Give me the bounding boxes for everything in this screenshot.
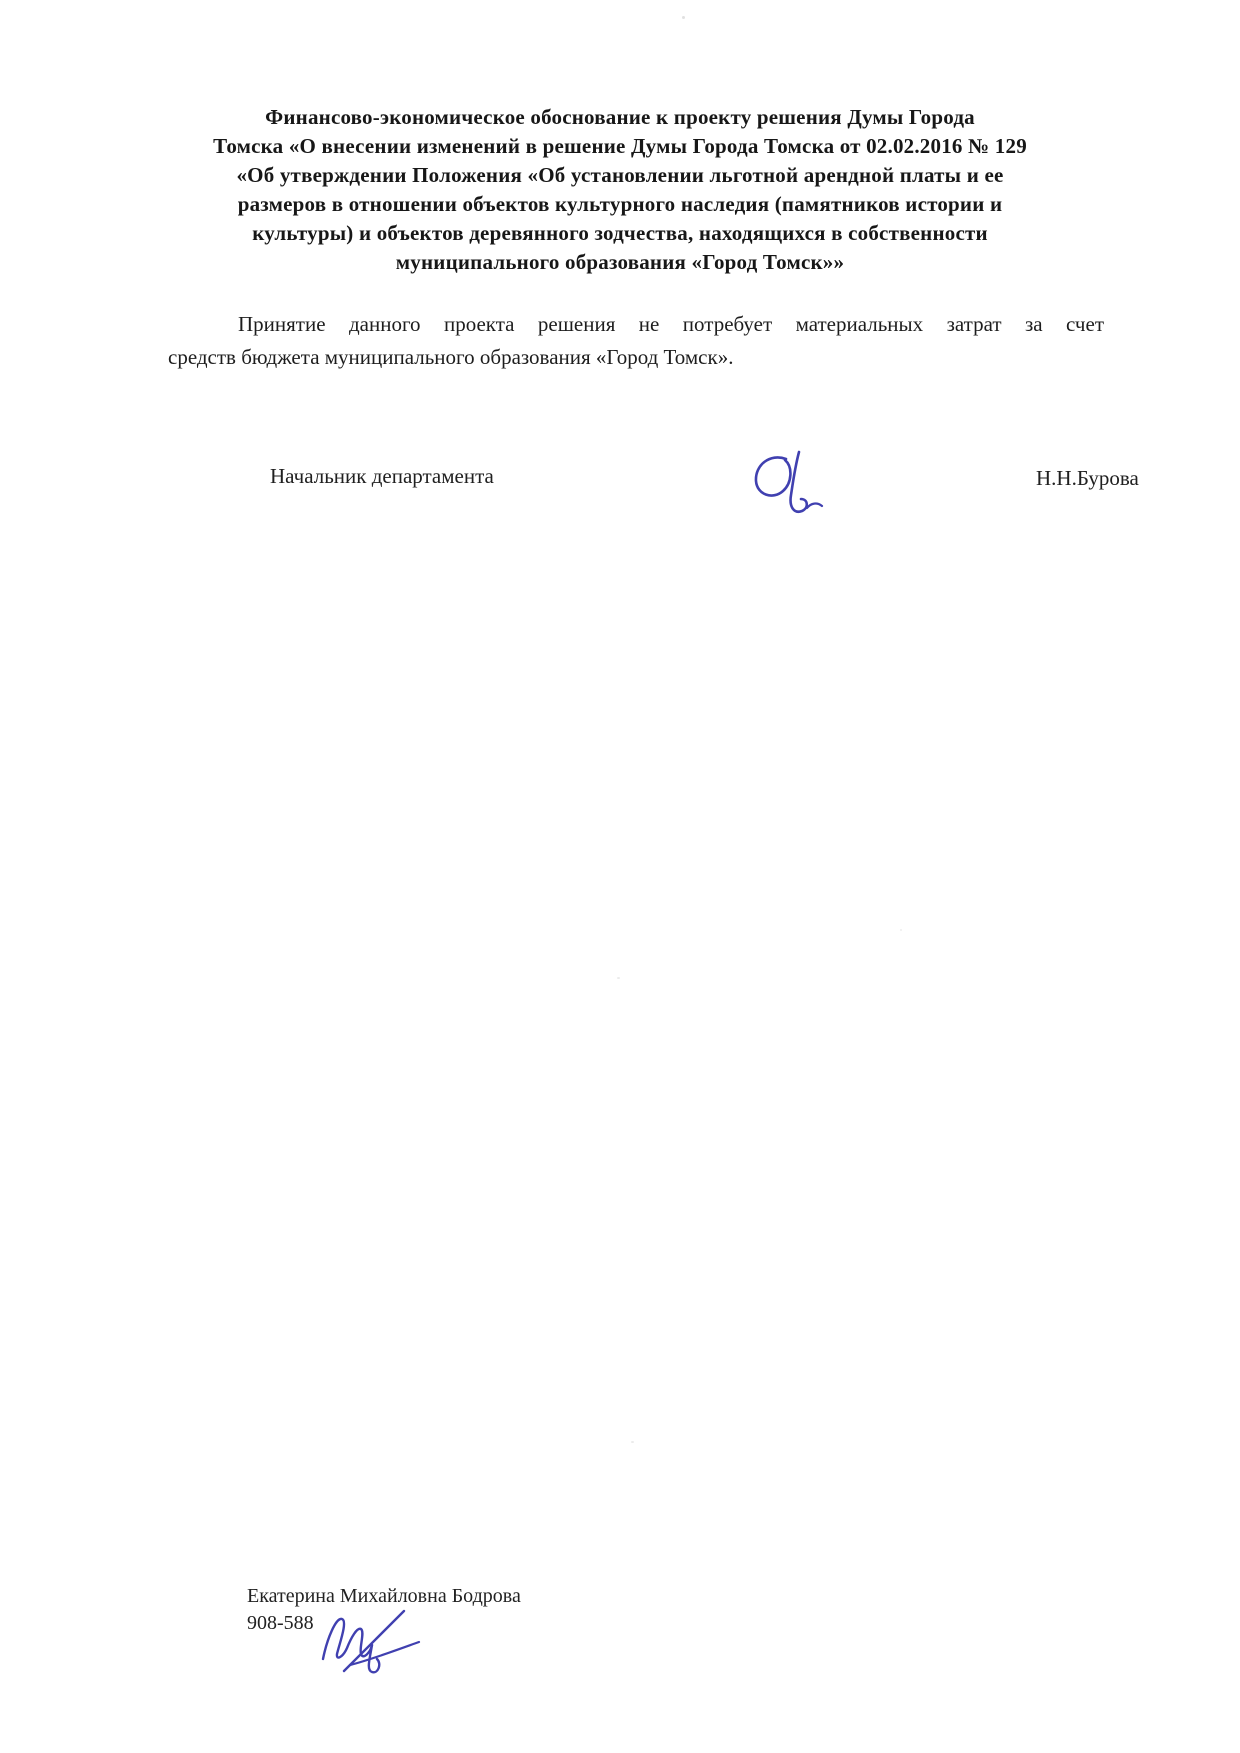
scan-speck <box>900 929 902 931</box>
scan-speck <box>631 1441 634 1443</box>
body-paragraph-line-2: средств бюджета муниципального образования «Город Томск». <box>168 345 734 369</box>
body-paragraph <box>168 308 1104 374</box>
director-signature-icon <box>748 450 826 522</box>
executor-phone: 908-588 <box>247 1612 314 1634</box>
scan-speck <box>617 977 620 979</box>
document-title <box>162 103 1078 277</box>
title-line-1: Финансово-экономическое обоснование к проекту решения Думы Города <box>265 105 975 129</box>
executor-name: Екатерина Михайловна Бодрова <box>247 1585 521 1607</box>
title-line-4: размеров в отношении объектов культурного наследия (памятников истории и <box>237 192 1003 216</box>
signatory-name: Н.Н.Бурова <box>1036 466 1139 490</box>
body-paragraph-line-1: Принятие данного проекта решения не потребует материальных затрат за счет <box>238 312 1104 336</box>
title-line-5: культуры) и объектов деревянного зодчества, находящихся в собственности <box>252 221 988 245</box>
title-line-2: Томска «О внесении изменений в решение Думы Города Томска от 02.02.2016 № 129 <box>213 134 1027 158</box>
executor-signature-icon <box>316 1603 424 1677</box>
scan-speck <box>682 16 685 19</box>
title-line-6: муниципального образования «Город Томск»» <box>395 250 845 274</box>
signatory-position-title: Начальник департамента <box>270 464 494 488</box>
title-line-3: «Об утверждении Положения «Об установлении льготной арендной платы и ее <box>236 163 1004 187</box>
